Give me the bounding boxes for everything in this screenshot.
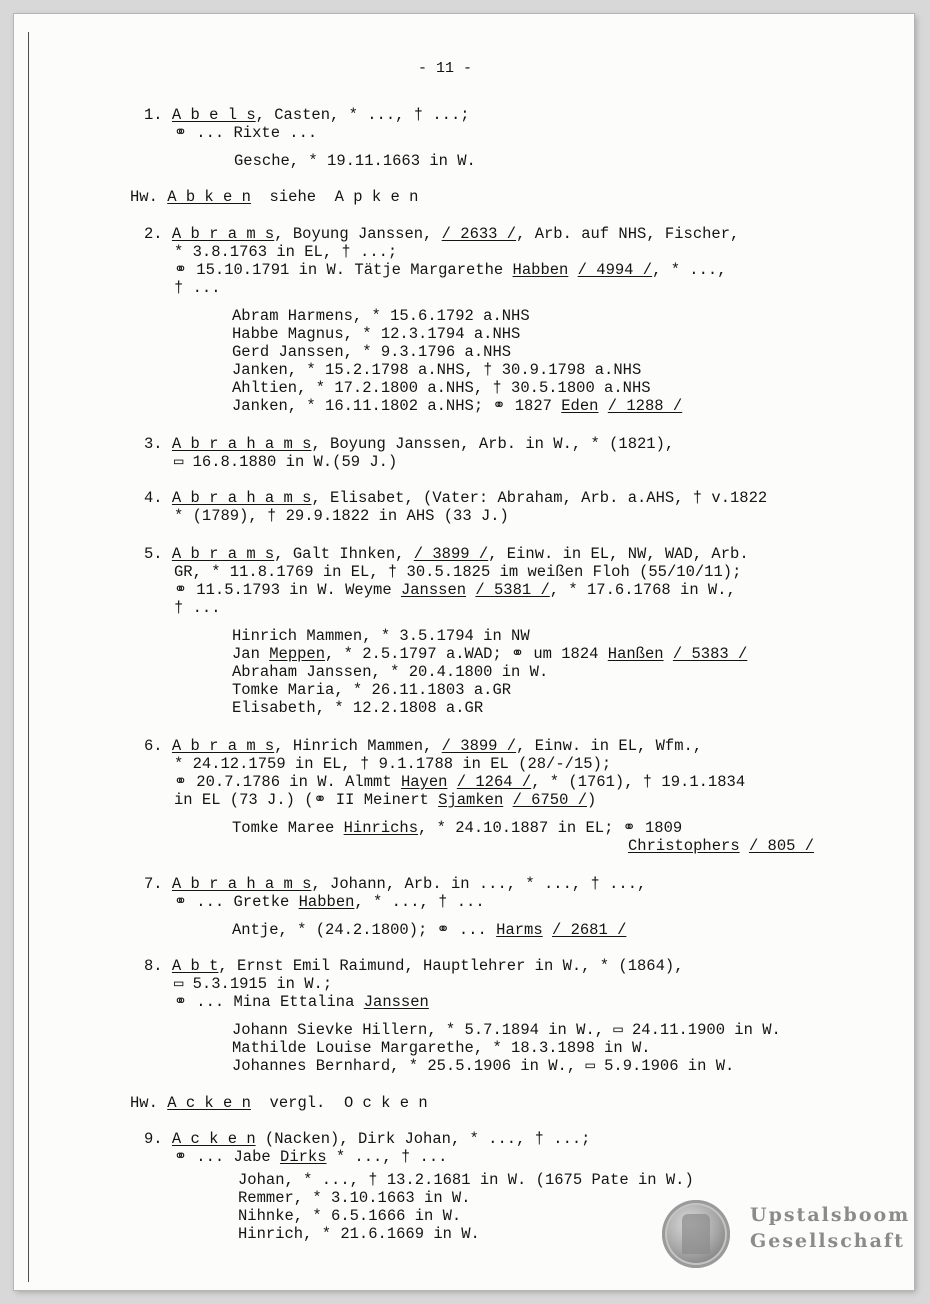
underlined-text: A b r a h a m s [171, 875, 312, 893]
text-segment: ⚭ ... Rixte ... [174, 124, 318, 142]
text-segment: * 3.8.1763 in EL, † ...; [174, 243, 398, 261]
text-segment: Ahltien, * 17.2.1800 a.NHS, † 30.5.1800 a.NHS [232, 379, 651, 397]
text-line [232, 1057, 734, 1075]
underlined-text: A b r a h a m s [171, 435, 312, 453]
stamp-line-2: Gesellschaft [750, 1230, 905, 1252]
underlined-text: Meppen [269, 645, 326, 663]
text-segment: Mathilde Louise Margarethe, * 18.3.1898 in W. [232, 1039, 651, 1057]
text-segment: Abram Harmens, * 15.6.1792 a.NHS [232, 307, 530, 325]
text-line [144, 106, 470, 124]
text-segment: 5. [144, 545, 172, 563]
text-line [232, 627, 530, 645]
text-segment: Jan [232, 645, 270, 663]
text-segment [466, 581, 475, 599]
underlined-text: / 2681 / [551, 921, 627, 939]
underlined-text: / 805 / [748, 837, 815, 855]
text-line [232, 325, 520, 343]
stamp-line-1: Upstalsboom [750, 1204, 911, 1226]
underlined-text: / 3899 / [441, 737, 517, 755]
text-line [628, 837, 814, 855]
text-line [234, 152, 476, 170]
text-segment: , Boyung Janssen, [274, 225, 442, 243]
text-segment: Tomke Maree [232, 819, 344, 837]
text-line [174, 599, 221, 617]
text-segment: , * 24.10.1887 in EL; ⚭ 1809 [418, 819, 683, 837]
text-segment: , Arb. auf NHS, Fischer, [516, 225, 740, 243]
text-line [144, 737, 702, 755]
underlined-text: Hinrichs [343, 819, 419, 837]
text-line [174, 261, 727, 279]
text-segment: , Hinrich Mammen, [274, 737, 442, 755]
text-line [174, 893, 485, 911]
text-segment: ⚭ ... Gretke [174, 893, 299, 911]
text-line [174, 755, 611, 773]
text-segment: , Einw. in EL, Wfm., [516, 737, 703, 755]
text-segment: Gesche, * 19.11.1663 in W. [234, 152, 476, 170]
text-segment: ▭ 5.3.1915 in W.; [174, 975, 333, 993]
text-segment: , Casten, * ..., † ...; [255, 106, 470, 124]
text-line [238, 1225, 480, 1243]
upstalsboom-stamp [658, 1196, 911, 1274]
text-line [174, 581, 736, 599]
text-segment: Antje, * (24.2.1800); ⚭ ... [232, 921, 497, 939]
underlined-text: A b k e n [167, 188, 251, 206]
text-line [232, 663, 548, 681]
text-segment: 7. [144, 875, 172, 893]
text-segment: vergl. O c k e n [250, 1094, 428, 1112]
underlined-text: A b e l s [171, 106, 256, 124]
underlined-text: Janssen [363, 993, 429, 1011]
underlined-text: Habben [512, 261, 569, 279]
underlined-text: Hayen [400, 773, 448, 791]
text-line [174, 243, 397, 261]
underlined-text: Harms [496, 921, 543, 939]
underlined-text: A b r a m s [171, 737, 275, 755]
text-line [232, 699, 483, 717]
text-segment: 4. [144, 489, 172, 507]
text-line [174, 993, 429, 1011]
text-line [144, 957, 684, 975]
text-line [144, 1130, 590, 1148]
underlined-text: / 3899 / [413, 545, 489, 563]
text-segment: , Elisabet, (Vater: Abraham, Arb. a.AHS, † v.1822 [311, 489, 768, 507]
text-segment: Hw. [130, 188, 168, 206]
text-segment: Habbe Magnus, * 12.3.1794 a.NHS [232, 325, 521, 343]
text-segment: in EL (73 J.) (⚭ II Meinert [174, 791, 439, 809]
text-segment: Johan, * ..., † 13.2.1681 in W. (1675 Pate in W.) [238, 1171, 694, 1189]
text-line [130, 188, 418, 206]
text-line [174, 124, 317, 142]
underlined-text: / 2633 / [441, 225, 517, 243]
underlined-text: A b r a m s [171, 545, 275, 563]
text-segment: , Johann, Arb. in ..., * ..., † ..., [311, 875, 647, 893]
text-segment [447, 773, 456, 791]
text-segment: * 24.12.1759 in EL, † 9.1.1788 in EL (28/-/15); [174, 755, 612, 773]
underlined-text: / 6750 / [512, 791, 587, 809]
text-segment: 9. [144, 1130, 172, 1148]
underlined-text: A b t [171, 957, 219, 975]
text-line [174, 975, 332, 993]
text-line [174, 791, 596, 809]
text-segment: Janken, * 16.11.1802 a.NHS; ⚭ 1827 [232, 397, 562, 415]
text-segment: 6. [144, 737, 172, 755]
text-segment: Nihnke, * 6.5.1666 in W. [238, 1207, 462, 1225]
text-line [144, 435, 674, 453]
text-line [238, 1189, 471, 1207]
text-segment: Hinrich, * 21.6.1669 in W. [238, 1225, 480, 1243]
text-line [174, 1148, 447, 1166]
text-line [232, 819, 682, 837]
text-line [144, 489, 767, 507]
underlined-text: A c k e n [167, 1094, 251, 1112]
underlined-text: A c k e n [171, 1130, 256, 1148]
text-segment: siehe A p k e n [250, 188, 419, 206]
text-line [174, 563, 741, 581]
underlined-text: A b r a h a m s [171, 489, 312, 507]
text-segment: , Einw. in EL, NW, WAD, Arb. [488, 545, 749, 563]
text-segment: , * (1761), † 19.1.1834 [531, 773, 746, 791]
text-segment [664, 645, 673, 663]
text-line [232, 307, 530, 325]
text-segment [543, 921, 552, 939]
text-segment: Johann Sievke Hillern, * 5.7.1894 in W., ▭ 24.11.1900 in W. [232, 1021, 781, 1039]
underlined-text: A b r a m s [171, 225, 275, 243]
underlined-text: Eden [561, 397, 599, 415]
text-segment: ⚭ ... Mina Ettalina [174, 993, 364, 1011]
text-segment: , * ..., [652, 261, 727, 279]
underlined-text: Dirks [280, 1148, 327, 1166]
text-line [174, 773, 745, 791]
text-segment: Janken, * 15.2.1798 a.NHS, † 30.9.1798 a.NHS [232, 361, 642, 379]
text-line [174, 453, 397, 471]
text-segment: † ... [174, 599, 221, 617]
text-segment: ⚭ ... Jabe [174, 1148, 281, 1166]
text-segment: , Galt Ihnken, [274, 545, 414, 563]
text-line [238, 1207, 461, 1225]
text-segment: Abraham Janssen, * 20.4.1800 in W. [232, 663, 549, 681]
text-segment: Hinrich Mammen, * 3.5.1794 in NW [232, 627, 530, 645]
text-segment: ⚭ 11.5.1793 in W. Weyme [174, 581, 401, 599]
text-segment: ) [587, 791, 597, 809]
text-line [232, 1039, 651, 1057]
text-line [232, 343, 511, 361]
text-segment: 3. [144, 435, 172, 453]
text-segment: , * ..., † ... [354, 893, 485, 911]
text-line [232, 681, 511, 699]
text-line [232, 1021, 781, 1039]
text-segment: Gerd Janssen, * 9.3.1796 a.NHS [232, 343, 512, 361]
text-segment: Hw. [130, 1094, 168, 1112]
text-segment: ▭ 16.8.1880 in W.(59 J.) [174, 453, 398, 471]
text-segment: , * 2.5.1797 a.WAD; ⚭ um 1824 [325, 645, 608, 663]
seal-emblem-icon [662, 1200, 730, 1268]
text-line [232, 379, 651, 397]
text-line [174, 507, 509, 525]
text-line [232, 397, 682, 415]
underlined-text: / 4994 / [577, 261, 653, 279]
underlined-text: / 5381 / [475, 581, 550, 599]
text-segment: * ..., † ... [326, 1148, 448, 1166]
text-line [144, 545, 749, 563]
text-line [174, 279, 221, 297]
text-line [144, 225, 739, 243]
document-page [14, 14, 914, 1290]
text-segment: Elisabeth, * 12.2.1808 a.GR [232, 699, 484, 717]
text-segment: Johannes Bernhard, * 25.5.1906 in W., ▭ 5.9.1906 in W. [232, 1057, 735, 1075]
text-segment: ⚭ 15.10.1791 in W. Tätje Margarethe [174, 261, 513, 279]
text-segment: 1. [144, 106, 172, 124]
text-segment: , Ernst Emil Raimund, Hauptlehrer in W., * (1864), [218, 957, 684, 975]
text-segment: (Nacken), Dirk Johan, * ..., † ...; [255, 1130, 591, 1148]
text-segment [568, 261, 577, 279]
text-segment: 2. [144, 225, 172, 243]
margin-rule [28, 32, 29, 1282]
page-number: - 11 - [418, 60, 473, 77]
text-line [232, 361, 641, 379]
text-segment: GR, * 11.8.1769 in EL, † 30.5.1825 im weißen Floh (55/10/11); [174, 563, 742, 581]
text-segment: Remmer, * 3.10.1663 in W. [238, 1189, 471, 1207]
text-segment: ⚭ 20.7.1786 in W. Almmt [174, 773, 401, 791]
underlined-text: / 1264 / [456, 773, 532, 791]
text-segment: † ... [174, 279, 221, 297]
underlined-text: / 1288 / [607, 397, 683, 415]
text-line [130, 1094, 428, 1112]
text-segment [503, 791, 512, 809]
text-line [238, 1171, 694, 1189]
text-segment [598, 397, 607, 415]
text-line [232, 645, 747, 663]
underlined-text: Christophers [628, 837, 740, 855]
underlined-text: Janssen [400, 581, 467, 599]
text-line [144, 875, 646, 893]
text-segment: 8. [144, 957, 172, 975]
text-line [232, 921, 626, 939]
text-segment: Tomke Maria, * 26.11.1803 a.GR [232, 681, 512, 699]
text-segment [740, 837, 749, 855]
underlined-text: Hanßen [607, 645, 664, 663]
underlined-text: Habben [298, 893, 355, 911]
text-segment: , Boyung Janssen, Arb. in W., * (1821), [311, 435, 675, 453]
text-segment: * (1789), † 29.9.1822 in AHS (33 J.) [174, 507, 509, 525]
underlined-text: Sjamken [438, 791, 504, 809]
text-segment: , * 17.6.1768 in W., [549, 581, 736, 599]
underlined-text: / 5383 / [672, 645, 748, 663]
